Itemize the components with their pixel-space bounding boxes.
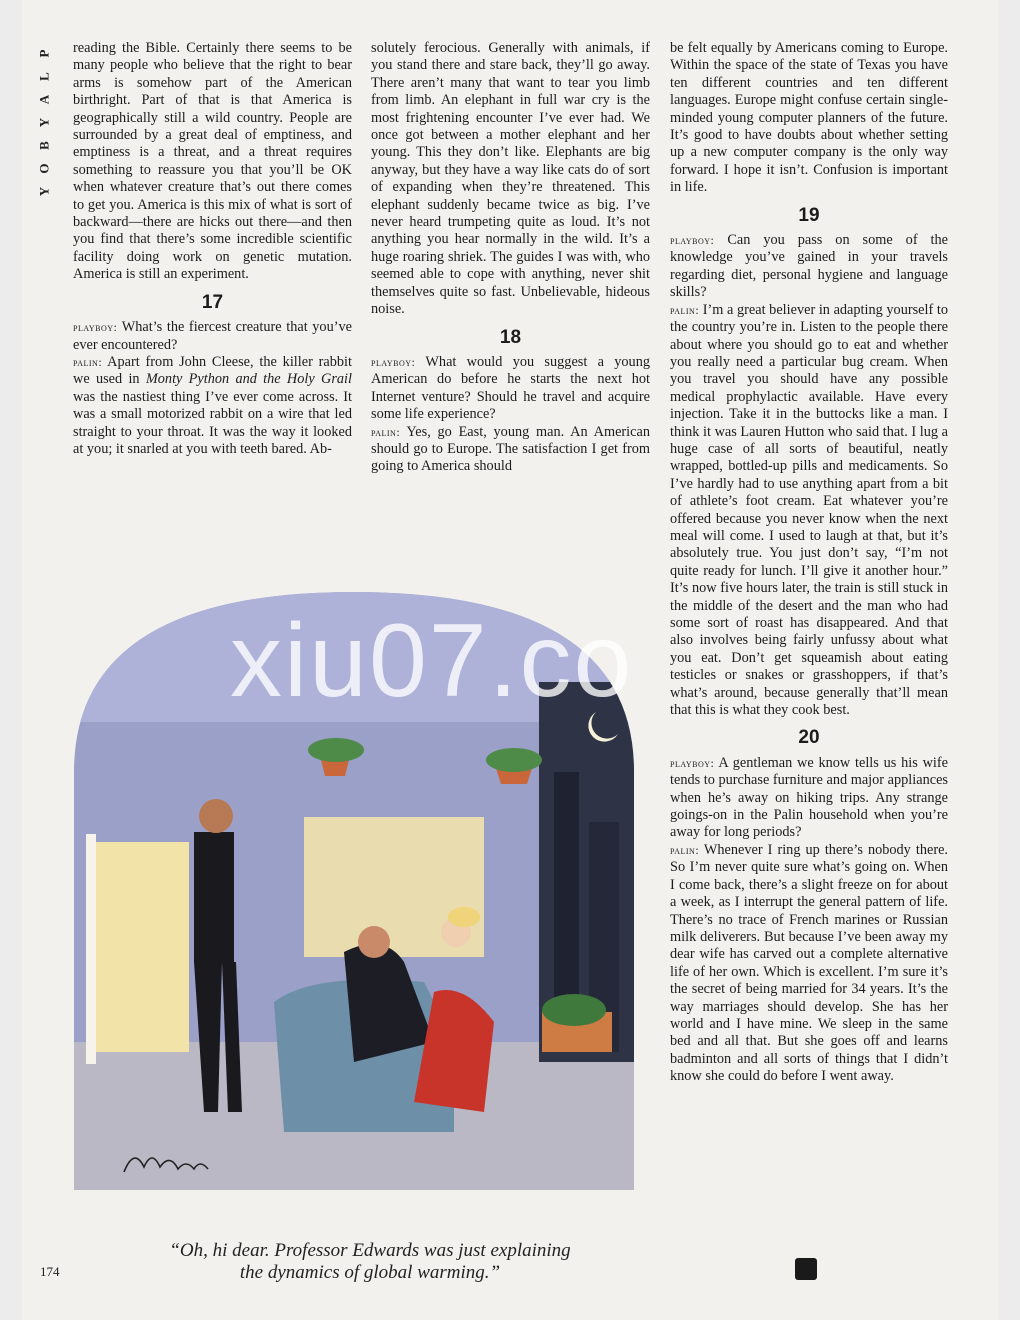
question-19: [670, 232, 948, 302]
column-1: [73, 40, 352, 458]
running-head-letter: O: [36, 163, 52, 174]
answer-19: [670, 302, 948, 720]
running-head: [38, 42, 58, 203]
answer-text: Apart from John Cleese, the killer rabbit we used in: [73, 353, 352, 388]
speaker-playboy: playboy:: [670, 233, 715, 248]
answer-17: [73, 354, 352, 458]
question-text: A gentleman we know tells us his wife tends to purchase furniture and major appliances when he’s away on hiking trips. Any strange goings-on in the Palin household when you’re away for long periods?: [670, 754, 948, 841]
running-head-letter: L: [36, 72, 52, 81]
question-text: Can you pass on some of the knowledge you’ve gained in your travels regarding diet, personal hygiene and language skills?: [670, 232, 948, 301]
question-17: [73, 319, 352, 354]
running-head-letter: Y: [36, 117, 52, 128]
speaker-playboy: playboy:: [73, 320, 118, 335]
question-number-19: 19: [798, 204, 820, 226]
answer-text: Yes, go East, young man. An American should go to Europe. The satisfaction I get from going to America should: [371, 423, 650, 475]
answer-20: [670, 842, 948, 1086]
film-title: Monty Python and the Holy Grail: [145, 371, 352, 388]
question-number-18: 18: [499, 326, 522, 348]
paragraph: solutely ferocious. Generally with animals, if you stand there and stare back, they’ll go away. There aren’t many that want to tear you limb from limb. An elephant in full war cry is the most frightening encounter I’ve ever had. We once got between a mother elephant and her young. This they don’t like. Elephants are big anyway, but they have a way like cats do of sort of expanding when they’re threatened. This elephant suddenly became twice as big. I’ve never heard trumpeting quite as loud. It’s not anything you hear normally in the wild. It’s a huge roaring shriek. The guides I was with, who seemed able to cope with anything, never shit themselves quite so fast. Unbelievable, hideous noise.: [371, 40, 650, 318]
answer-text: Whenever I ring up there’s nobody there. So I’m never quite sure what’s going on. When I come back, there’s a slight freeze on for about a week, as I interrupt the general pattern of life. There’s no trace of French marines or Russian milk deliverers. But because I’ve been away my dear wife has carved out a complete alternative life of her own. Which is excellent. I’m sure it’s the secret of being married for 34 years. It’s the way marriages should develop. She has her world and I have mine. We sleep in the same bed and all that. But she goes off and learns badminton and all sorts of things that I didn’t know she could do before I went away.: [670, 841, 948, 1085]
speaker-palin: palin:: [371, 424, 401, 439]
question-number-20: 20: [798, 727, 820, 749]
running-head-letter: P: [36, 49, 52, 58]
caption-line: the dynamics of global warming.”: [239, 1262, 501, 1283]
watermark-text: xiu07.co: [230, 603, 634, 719]
answer-text: I’m a great believer in adapting yourself to the country you’re in. Listen to the people there about where you should go to eat and whether you really need a particular bug cream. When you travel you should have any possible medical prophylactic available. Have every injection. Take it in the buttocks like a man. I think it was Lauren Hutton who said that. I lug a huge case of all sorts of beautiful, neatly wrapped, bottled-up pills and medicaments. So I’ve hardly had to use anything apart from a bit of athlete’s foot cream. Eat whatever you’re offered because you never know when the next meal will come. I used to laugh at that, but it’s absolutely true. You just don’t say, “I’m not quite ready for lunch. I’ll give it another hour.” It’s now five hours later, the train is still stuck in the middle of the desert and the man who had some sort of roast has disappeared. And that also involves being fairly unfussy about what you eat. Don’t get squeamish about eating testicles or snakes or grasshoppers, if that’s what’s around, because generally that’ll mean that this is what they cook best.: [670, 301, 948, 719]
cartoon-illustration: [74, 572, 634, 1190]
answer-18: [371, 424, 650, 476]
speaker-palin: palin:: [670, 842, 700, 857]
question-20: [670, 755, 948, 842]
speaker-playboy: playboy:: [371, 354, 416, 369]
running-head-letter: Y: [36, 186, 52, 197]
butler-figure: [194, 832, 234, 962]
paragraph: reading the Bible. Certainly there seems to be many people who believe that the right to bear arms is somehow part of the American birthright. Part of that is that America is geographically still a wild country. People are surrounded by a great deal of emptiness, and emptiness is a threat, and a threat requires something to reassure you that you’ll be OK when whatever creature that’s out there comes to get you. America is this mix of what is sort of backward—there are hicks out there—and then you find that there’s some incredible scientific facility doing work on genetic mutation. America is still an experiment.: [73, 40, 352, 283]
question-text: What would you suggest a young American do before he starts the next hot Internet venture? Should he travel and acquire some life experience?: [371, 353, 650, 423]
speaker-palin: palin:: [73, 354, 103, 369]
column-3: [670, 40, 948, 1086]
answer-text: was the nastiest thing I’ve ever come across. It was a small motorized rabbit on a wire that led straight to your throat. It was the way it looked at you; it snarled at you with teeth bared. Ab-: [73, 388, 352, 457]
caption-line: “Oh, hi dear. Professor Edwards was just explaining: [169, 1240, 571, 1261]
running-head-letter: B: [36, 141, 52, 150]
question-text: What’s the fiercest creature that you’ve ever encountered?: [73, 319, 352, 353]
cartoon-caption: [100, 1240, 640, 1284]
page-number: 174: [40, 1264, 60, 1279]
running-head-letter: A: [36, 94, 52, 105]
paragraph: be felt equally by Americans coming to Europe. Within the space of the state of Texas you have ten different countries and ten different languages. Europe might confuse certain single-minded young computer planners of the future. It’s good to have doubts about whether setting up a new computer company is the only way forward. I hope it isn’t. Confusion is important in life.: [670, 40, 948, 196]
speaker-playboy: playboy:: [670, 755, 715, 770]
doorway: [94, 842, 189, 1052]
column-2: [371, 40, 650, 476]
question-number-17: 17: [201, 291, 224, 313]
question-18: [371, 354, 650, 424]
speaker-palin: palin:: [670, 302, 700, 317]
rabbit-logo-icon: [795, 1258, 817, 1280]
